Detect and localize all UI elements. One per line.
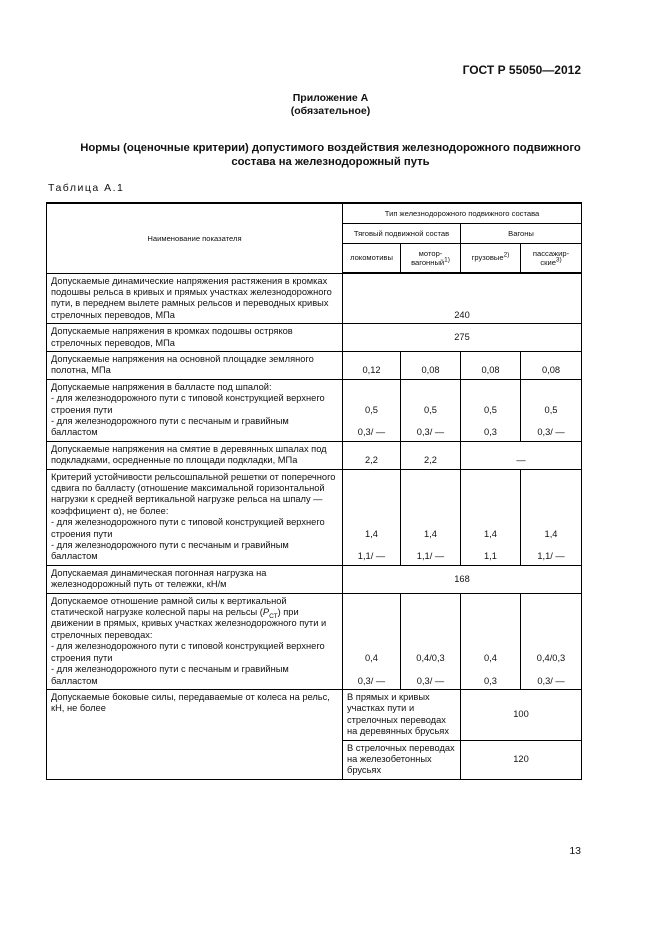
header-motor-car: [401, 244, 461, 274]
value-locomotives: 2,2: [343, 441, 401, 469]
row-value: 275: [343, 324, 582, 352]
value-freight: 0,08: [461, 351, 521, 379]
value-standard: 0,5: [484, 404, 497, 415]
appendix-note: (обязательное): [290, 105, 371, 117]
norms-table: [46, 202, 582, 780]
value-sand-gravel: 0,3/ —: [357, 675, 386, 686]
value-passenger: [521, 593, 582, 689]
row-title: Критерий устойчивости рельсошпальной решетки от поперечного сдвига по балласту (отношение максимальной горизонтальной нагрузки к средней вертикальной нагрузке рельса на шпалу — коэффициент α), не более:: [51, 471, 336, 516]
value-concrete-beams: 120: [461, 740, 582, 779]
table-row: [47, 469, 582, 565]
value-passenger: [521, 469, 582, 565]
header-freight-label: грузовые: [471, 253, 504, 263]
row-sub-standard: - для железнодорожного пути с типовой конструкцией верхнего строения пути: [51, 393, 325, 415]
row-sub-sand-gravel: - для железнодорожного пути с песчаным и гравийным балластом: [51, 664, 289, 686]
row-name: [47, 379, 343, 441]
value-wooden-beams: 100: [461, 689, 582, 740]
value-sand-gravel: 0,3/ —: [537, 427, 565, 438]
value-sand-gravel: 1,1: [484, 551, 497, 562]
condition-concrete-beams: В стрелочных переводах на железобетонных брусьях: [343, 740, 461, 779]
row-name: Допускаемые напряжения в кромках подошвы остряков стрелочных переводов, МПа: [47, 324, 343, 352]
value-passenger: 0,08: [521, 351, 582, 379]
row-name: [47, 593, 343, 689]
value-standard: 0,4/0,3: [416, 653, 445, 664]
value-standard: 0,4: [484, 653, 497, 664]
value-sand-gravel: 1,1/ —: [537, 551, 565, 562]
value-motor-car: 0,08: [401, 351, 461, 379]
value-freight: [461, 469, 521, 565]
value-standard: 0,4: [365, 653, 378, 664]
symbol-p: P: [262, 607, 270, 618]
value-motor-car: 2,2: [401, 441, 461, 469]
row-value: 240: [343, 273, 582, 324]
value-wagons: —: [461, 441, 582, 469]
appendix-title: Приложение А: [292, 92, 369, 104]
value-sand-gravel: 1,1/ —: [357, 551, 386, 562]
row-name: Допускаемые боковые силы, передаваемые от колеса на рельс, кН, не более: [47, 689, 343, 779]
value-motor-car: [401, 379, 461, 441]
row-sub-standard: - для железнодорожного пути с типовой конструкцией верхнего строения пути: [51, 517, 325, 539]
document-title: Нормы (оценочные критерии) допустимого воздействия железнодорожного подвижного состава на железнодорожный путь: [80, 142, 581, 168]
header-rolling-stock-type: Тип железнодорожного подвижного состава: [343, 203, 582, 224]
value-locomotives: [343, 379, 401, 441]
value-standard: 0,5: [544, 404, 558, 415]
value-locomotives: [343, 469, 401, 565]
header-motor-car-label: мотор-вагонный: [411, 248, 445, 267]
table-row: [47, 324, 582, 352]
value-standard: 1,4: [544, 529, 558, 540]
footnote-2: 2): [503, 251, 510, 259]
value-locomotives: [343, 593, 401, 689]
value-motor-car: [401, 469, 461, 565]
footnote-3: 3): [555, 256, 562, 264]
table-row: [47, 351, 582, 379]
header-traction-stock: Тяговый подвижной состав: [343, 224, 461, 244]
row-title: Допускаемые напряжения в балласте под шпалой:: [51, 381, 272, 392]
row-name: Допускаемые динамические напряжения растяжения в кромках подошвы рельса в кривых и прямых участках железнодорожного пути, в переднем вылете рамных рельсов и переводных кривых стрелочных переводов, МПа: [47, 273, 343, 324]
value-standard: 0,5: [424, 404, 437, 415]
value-freight: [461, 593, 521, 689]
value-standard: 1,4: [365, 529, 378, 540]
value-sand-gravel: 0,3/ —: [537, 675, 565, 686]
standard-number: ГОСТ Р 55050—2012: [462, 63, 581, 77]
value-sand-gravel: 0,3/ —: [416, 427, 445, 438]
header-locomotives: локомотивы: [343, 244, 401, 274]
row-name: Допускаемые напряжения на основной площадке земляного полотна, МПа: [47, 351, 343, 379]
row-name: Допускаемые напряжения на смятие в деревянных шпалах под подкладками, осредненные по площади подкладки, МПа: [47, 441, 343, 469]
table-row: [47, 593, 582, 689]
page-number: 13: [569, 845, 581, 857]
value-standard: 1,4: [484, 529, 497, 540]
row-title: [51, 596, 338, 642]
value-standard: 0,5: [365, 404, 378, 415]
value-sand-gravel: 0,3: [484, 427, 497, 438]
row-sub-standard: - для железнодорожного пути с типовой конструкцией верхнего строения пути: [51, 641, 325, 663]
row-name: Допускаемая динамическая погонная нагрузка на железнодорожный путь от тележки, кН/м: [47, 565, 343, 593]
value-sand-gravel: 0,3: [484, 675, 497, 686]
value-standard: 0,4/0,3: [536, 653, 566, 664]
table-row: [47, 565, 582, 593]
value-motor-car: [401, 593, 461, 689]
row-title-part: ) при движении в прямых, кривых участках железнодорожного пути и стрелочных переводах:: [51, 607, 327, 640]
header-passenger: [521, 244, 582, 274]
table-row: [47, 273, 582, 324]
header-wagons: Вагоны: [461, 224, 582, 244]
value-sand-gravel: 0,3/ —: [357, 427, 386, 438]
row-sub-sand-gravel: - для железнодорожного пути с песчаным и гравийным балластом: [51, 415, 289, 438]
row-title-part: Допускаемое отношение рамной силы к вертикальной статической нагрузке колесной пары на рельсы (: [51, 595, 287, 618]
value-locomotives: 0,12: [343, 351, 401, 379]
value-sand-gravel: 0,3/ —: [416, 675, 445, 686]
appendix-heading: [0, 92, 661, 118]
table-row: [47, 379, 582, 441]
table-row: [47, 441, 582, 469]
header-indicator-name: Наименование показателя: [47, 203, 343, 273]
value-passenger: [521, 379, 582, 441]
value-sand-gravel: 1,1/ —: [416, 551, 445, 562]
table-caption: Таблица А.1: [48, 182, 125, 194]
condition-wooden-beams: В прямых и кривых участках пути и стрелочных переводах на деревянных брусьях: [343, 689, 461, 740]
header-freight: [461, 244, 521, 274]
footnote-1: 1): [444, 256, 450, 264]
value-standard: 1,4: [424, 529, 437, 540]
row-sub-sand-gravel: - для железнодорожного пути с песчаным и гравийным балластом: [51, 540, 289, 562]
value-freight: [461, 379, 521, 441]
row-name: [47, 469, 343, 565]
row-value: 168: [343, 565, 582, 593]
symbol-subscript: СТ: [269, 612, 278, 620]
table-row: [47, 689, 582, 740]
header-passenger-label: пассажир-ские: [532, 248, 570, 267]
